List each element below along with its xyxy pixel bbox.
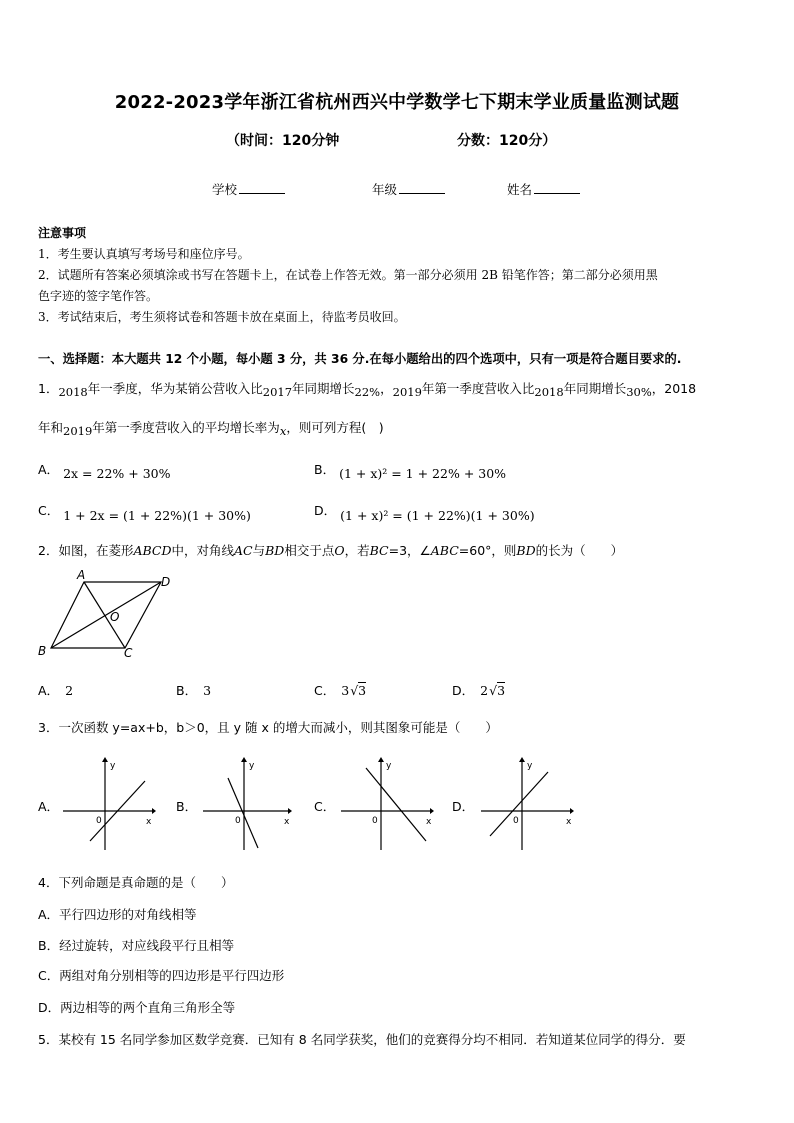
text: 年同期增长	[292, 381, 355, 396]
math-percent: 22%	[354, 385, 381, 399]
text: 年第一季度营收入的平均增长率为	[92, 420, 280, 435]
question-5: 5．某校有 15 名同学参加区数学竞赛．已知有 8 名同学获奖，他们的竞赛得分均不相同．若知道某位同学的得分．要	[38, 1032, 686, 1047]
arrow-icon	[430, 808, 434, 814]
q3-option-b-label: B．	[176, 799, 198, 814]
option-value: 3	[203, 683, 212, 698]
text: 与	[252, 543, 266, 558]
graph-b	[200, 756, 296, 852]
option-label: B．	[176, 683, 198, 698]
text: ，若	[344, 543, 370, 558]
text: 年同期增长	[563, 381, 627, 396]
label-o: O	[110, 610, 120, 624]
question-4: 4．下列命题是真命题的是（ ）	[38, 875, 234, 890]
math-variable: x	[279, 424, 287, 438]
origin-label: 0	[96, 816, 102, 826]
option-label: C．	[38, 503, 60, 518]
origin-label: 0	[235, 816, 241, 826]
arrow-icon	[241, 757, 247, 762]
q4-option-b: B．经过旋转，对应线段平行且相等	[38, 938, 235, 953]
y-label: y	[110, 761, 116, 771]
math-var: O	[334, 543, 345, 558]
sqrt-icon: √	[489, 683, 498, 698]
math-year: 2018	[58, 385, 88, 399]
option-math: 1 + 2x = (1 + 22%)(1 + 30%)	[63, 508, 251, 523]
label-b: B	[38, 644, 47, 658]
function-line	[366, 768, 426, 841]
option-label: C．	[314, 683, 336, 698]
notes-heading: 注意事项	[38, 226, 87, 240]
origin-label: 0	[513, 816, 519, 826]
y-label: y	[527, 761, 533, 771]
q1-option-d	[314, 501, 535, 523]
text: 年第一季度营收入比	[421, 381, 535, 396]
math-var: BC	[369, 543, 389, 558]
arrow-icon	[378, 757, 384, 762]
option-coef: 2	[480, 683, 489, 698]
option-math: (1 + x)² = (1 + 22%)(1 + 30%)	[340, 508, 535, 523]
label-a: A	[77, 568, 86, 582]
note-item: 1．考生要认真填写考场号和座位序号。	[38, 247, 250, 261]
option-radicand: 3	[497, 683, 506, 698]
x-label: x	[566, 817, 572, 827]
option-label: D．	[314, 503, 337, 518]
math-year: 2019	[63, 424, 93, 438]
option-radicand: 3	[358, 683, 367, 698]
label-c: C	[124, 646, 133, 660]
q2-option-d	[452, 681, 505, 699]
graph-c	[338, 756, 438, 852]
function-line	[490, 772, 548, 836]
option-math: 2x = 22% + 30%	[63, 466, 171, 481]
option-label: A．	[38, 462, 60, 477]
page-title: 2022-2023学年浙江省杭州西兴中学数学七下期末学业质量监测试题	[114, 92, 680, 113]
q4-option-a: A．平行四边形的对角线相等	[38, 907, 197, 922]
question-2	[38, 541, 623, 559]
text: 年和	[38, 420, 64, 435]
text: =3，∠	[388, 543, 431, 558]
q4-option-d: D．两边相等的两个直角三角形全等	[38, 1000, 236, 1015]
math-var: ABC	[430, 543, 459, 558]
text: ，	[380, 381, 393, 396]
sqrt-icon: √	[350, 683, 359, 698]
grade-field	[372, 180, 445, 198]
option-label: B．	[314, 462, 336, 477]
q2-option-a	[38, 681, 73, 699]
math-var: BD	[516, 543, 536, 558]
arrow-icon	[102, 757, 108, 762]
name-field	[507, 180, 580, 198]
y-label: y	[249, 761, 255, 771]
math-year: 2018	[534, 385, 564, 399]
function-line	[228, 778, 258, 848]
option-value: 2	[65, 683, 74, 698]
option-label: D．	[452, 683, 475, 698]
graph-a	[60, 756, 156, 852]
arrow-icon	[152, 808, 156, 814]
time-label: （时间：120分钟	[226, 133, 340, 149]
grade-blank	[399, 181, 445, 194]
q1-option-a	[38, 460, 171, 481]
text: =60°，则	[458, 543, 517, 558]
q3-option-a-label: A．	[38, 799, 60, 814]
name-label: 姓名	[507, 182, 533, 197]
math-year: 2019	[392, 385, 422, 399]
q3-option-d-label: D．	[452, 799, 475, 814]
math-percent: 30%	[626, 385, 652, 399]
grade-label: 年级	[372, 182, 398, 197]
school-blank	[239, 181, 285, 194]
school-field	[212, 180, 285, 198]
option-label: A．	[38, 683, 60, 698]
text: 相交于点	[284, 543, 335, 558]
note-item: 3．考试结束后，考生须将试卷和答题卡放在桌面上，待监考员收回。	[38, 310, 406, 324]
name-blank	[534, 181, 580, 194]
question-3: 3．一次函数 y=ax+b，b＞0，且 y 随 x 的增大而减小，则其图象可能是（ ）	[38, 720, 498, 735]
math-var: BD	[265, 543, 285, 558]
text: ，2018	[651, 381, 697, 396]
math-year: 2017	[262, 385, 293, 399]
text: 2．如图，在菱形	[38, 543, 134, 558]
option-coef: 3	[341, 683, 350, 698]
arrow-icon	[570, 808, 574, 814]
question-1-line-1	[38, 379, 696, 397]
note-item: 2．试题所有答案必须填涂或书写在答题卡上，在试卷上作答无效。第一部分必须用 2B 铅笔作答；第二部分必须用黑	[38, 268, 658, 282]
note-item: 色字迹的签字笔作答。	[38, 289, 159, 303]
y-label: y	[386, 761, 392, 771]
label-d: D	[161, 575, 171, 589]
school-label: 学校	[212, 182, 238, 197]
q1-option-c	[38, 501, 251, 523]
x-label: x	[426, 817, 432, 827]
score-label: 分数：120分）	[457, 133, 557, 149]
q2-option-b	[176, 681, 211, 699]
arrow-icon	[519, 757, 525, 762]
rhombus-diagram	[36, 568, 176, 662]
q3-option-c-label: C．	[314, 799, 336, 814]
x-label: x	[146, 817, 152, 827]
text: ，则可列方程( )	[286, 420, 384, 435]
graph-d	[478, 756, 578, 852]
math-var: ABCD	[133, 543, 172, 558]
question-1-line-2	[38, 418, 384, 436]
x-label: x	[284, 817, 290, 827]
math-var: AC	[234, 543, 253, 558]
origin-label: 0	[372, 816, 378, 826]
q4-option-c: C．两组对角分别相等的四边形是平行四边形	[38, 968, 285, 983]
text: 中，对角线	[171, 543, 235, 558]
section-heading: 一、选择题：本大题共 12 个小题，每小题 3 分，共 36 分.在每小题给出的四个选项中，只有一项是符合题目要求的.	[38, 352, 682, 366]
arrow-icon	[288, 808, 292, 814]
q2-option-c	[314, 681, 366, 699]
option-math: (1 + x)² = 1 + 22% + 30%	[339, 466, 507, 481]
question-number: 1．	[38, 381, 59, 396]
text: 年一季度，华为某销公营收入比	[87, 381, 263, 396]
text: 的长为（ ）	[535, 543, 624, 558]
q1-option-b	[314, 460, 507, 481]
